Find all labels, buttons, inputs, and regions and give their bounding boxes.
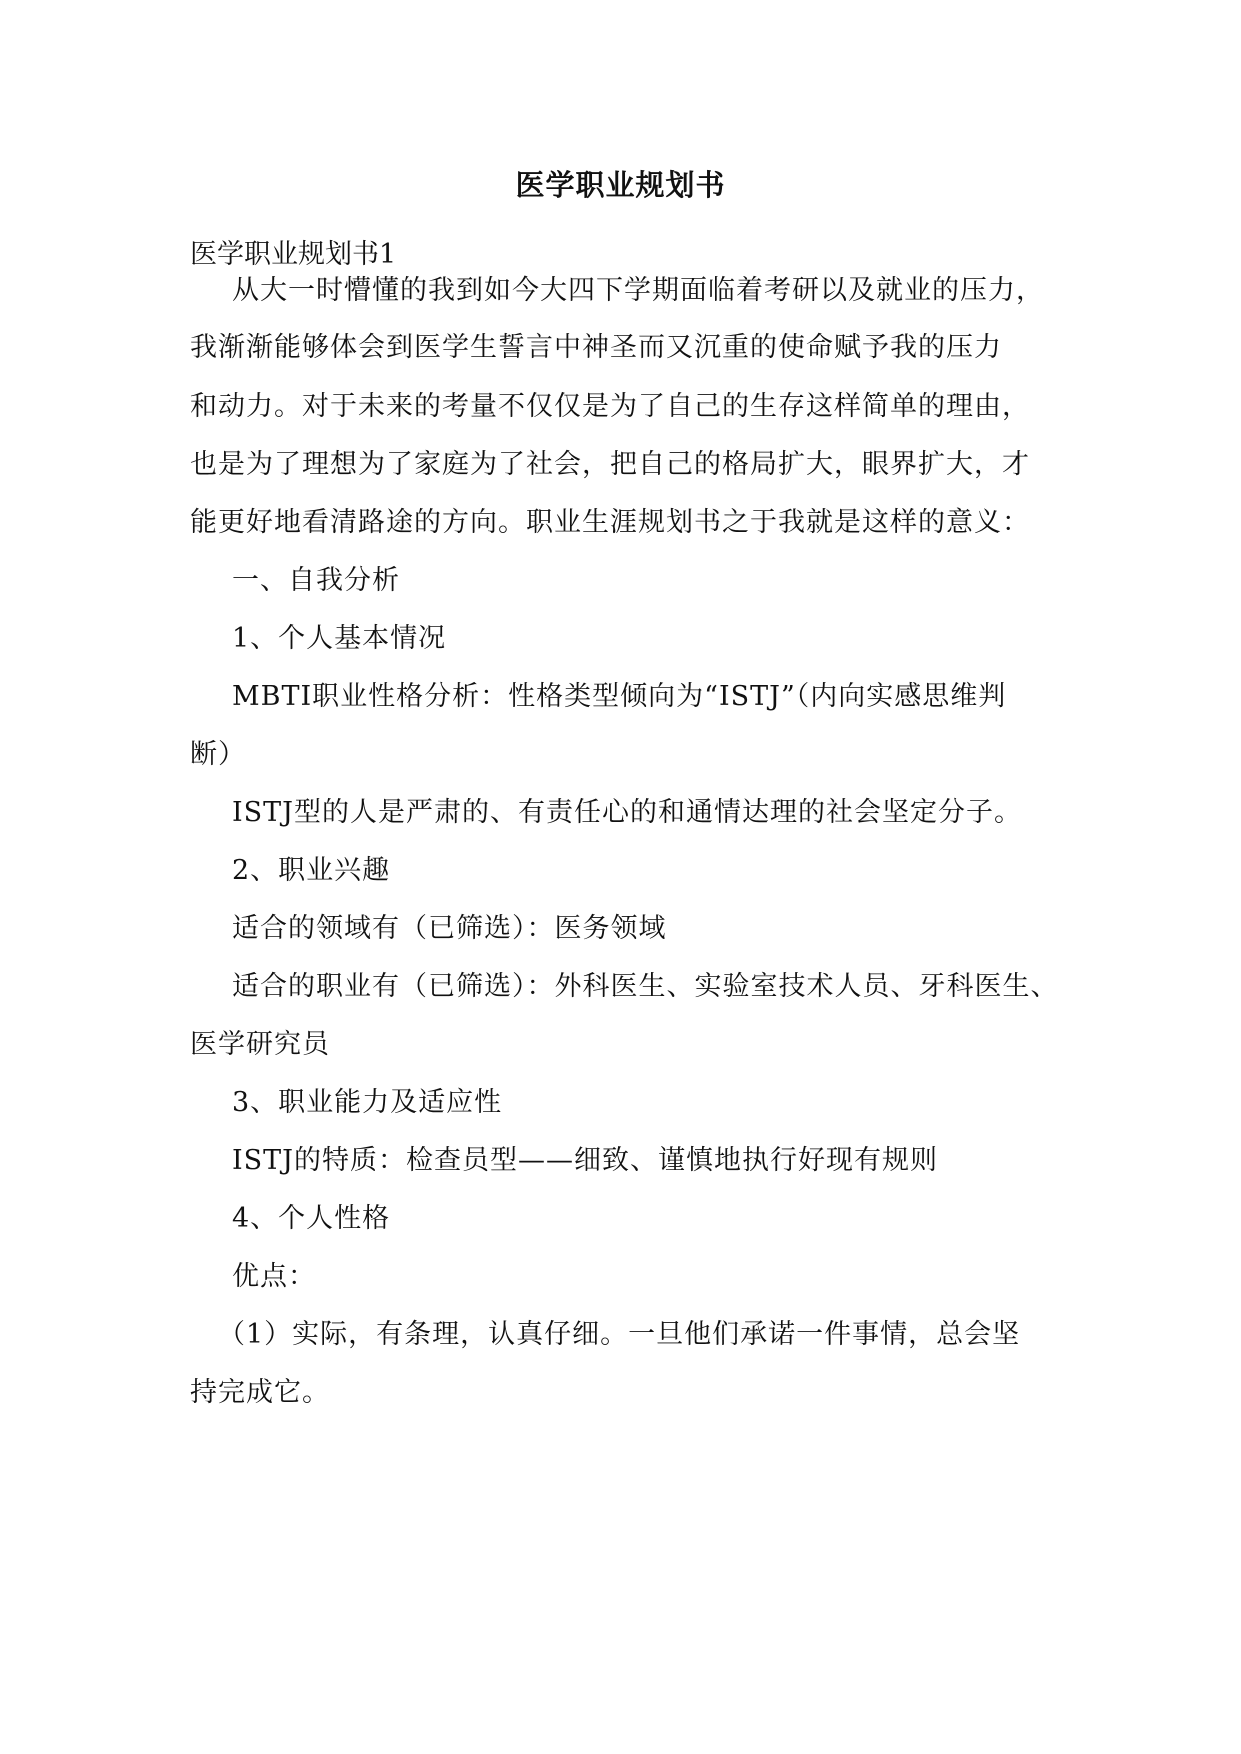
jobs-line: 医学研究员 (190, 1029, 330, 1060)
merit-line: （1）实际，有条理，认真仔细。一旦他们承诺一件事情，总会坚 (218, 1319, 1021, 1350)
merit-line: 持完成它。 (190, 1377, 330, 1408)
intro-line: 从大一时懵懂的我到如今大四下学期面临着考研以及就业的压力， (232, 275, 1044, 306)
intro-line: 也是为了理想为了家庭为了社会，把自己的格局扩大，眼界扩大，才 (190, 449, 1030, 480)
intro-line: 和动力。对于未来的考量不仅仅是为了自己的生存这样简单的理由， (190, 391, 1030, 422)
item-heading: 2、职业兴趣 (232, 855, 391, 886)
document-subtitle: 医学职业规划书1 (190, 239, 397, 270)
item-heading: 1、个人基本情况 (232, 623, 447, 654)
intro-line: 能更好地看清路途的方向。职业生涯规划书之于我就是这样的意义： (190, 507, 1030, 538)
item-heading: 4、个人性格 (232, 1203, 391, 1234)
intro-line: 我渐渐能够体会到医学生誓言中神圣而又沉重的使命赋予我的压力 (190, 332, 1002, 363)
mbti-line: MBTI职业性格分析：性格类型倾向为“ISTJ”（内向实感思维判 (232, 681, 1007, 712)
document-title: 医学职业规划书 (515, 168, 726, 202)
mbti-line: 断） (190, 739, 246, 770)
merits-label: 优点： (232, 1261, 316, 1292)
jobs-line: 适合的职业有（已筛选）：外科医生、实验室技术人员、牙科医生、 (232, 971, 1059, 1002)
field-line: 适合的领域有（已筛选）：医务领域 (232, 913, 667, 944)
item-heading: 3、职业能力及适应性 (232, 1087, 503, 1118)
istj-trait: ISTJ的特质：检查员型——细致、谨慎地执行好现有规则 (232, 1145, 938, 1176)
istj-description: ISTJ型的人是严肃的、有责任心的和通情达理的社会坚定分子。 (232, 797, 1022, 828)
section-heading: 一、自我分析 (232, 565, 400, 596)
